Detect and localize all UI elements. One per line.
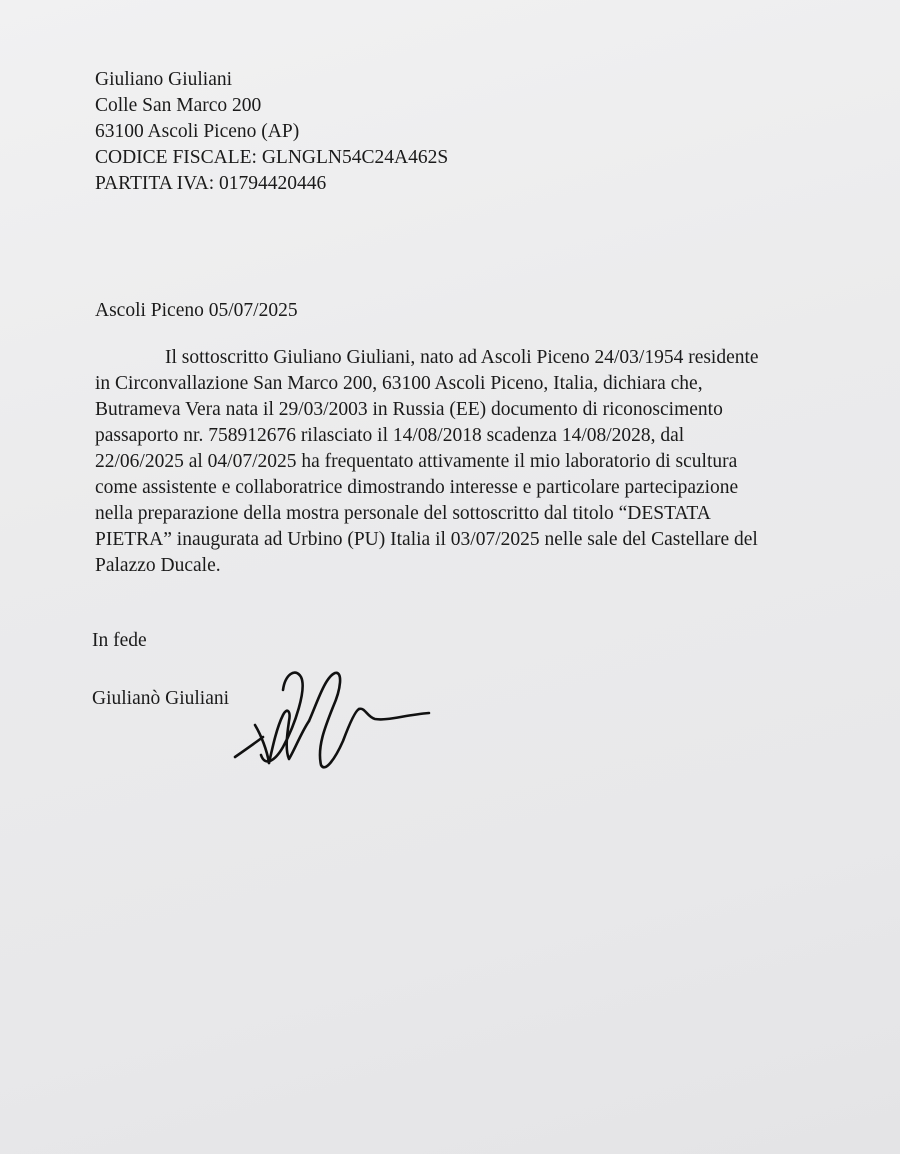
sender-street: Colle San Marco 200	[95, 95, 262, 116]
body-line: PIETRA” inaugurata ad Urbino (PU) Italia il 03/07/2025 nelle sale del Castellare del	[95, 529, 758, 550]
body-line: Il sottoscritto Giuliano Giuliani, nato ad Ascoli Piceno 24/03/1954 residente	[165, 347, 759, 368]
sender-tax-code: CODICE FISCALE: GLNGLN54C24A462S	[95, 147, 449, 168]
body-line: 22/06/2025 al 04/07/2025 ha frequentato attivamente il mio laboratorio di scultura	[95, 451, 738, 472]
body-line: Butrameva Vera nata il 29/03/2003 in Russia (EE) documento di riconoscimento	[95, 399, 723, 420]
body-line: come assistente e collaboratrice dimostrando interesse e particolare partecipazione	[95, 477, 739, 498]
body-line: Palazzo Ducale.	[95, 555, 221, 576]
closing-text: In fede	[92, 630, 147, 651]
sender-city: 63100 Ascoli Piceno (AP)	[95, 121, 300, 142]
signer-name: Giulianò Giuliani	[92, 688, 230, 709]
sender-name: Giuliano Giuliani	[95, 69, 233, 90]
signature-icon	[225, 655, 440, 780]
sender-vat: PARTITA IVA: 01794420446	[95, 173, 327, 194]
body-line: passaporto nr. 758912676 rilasciato il 14/08/2018 scadenza 14/08/2028, dal	[95, 425, 685, 446]
body-line: in Circonvallazione San Marco 200, 63100 Ascoli Piceno, Italia, dichiara che,	[95, 373, 703, 394]
sender-block	[95, 67, 448, 197]
body-line: nella preparazione della mostra personale del sottoscritto dal titolo “DESTATA	[95, 503, 711, 524]
declaration-body	[95, 345, 855, 579]
place-date: Ascoli Piceno 05/07/2025	[95, 300, 298, 321]
